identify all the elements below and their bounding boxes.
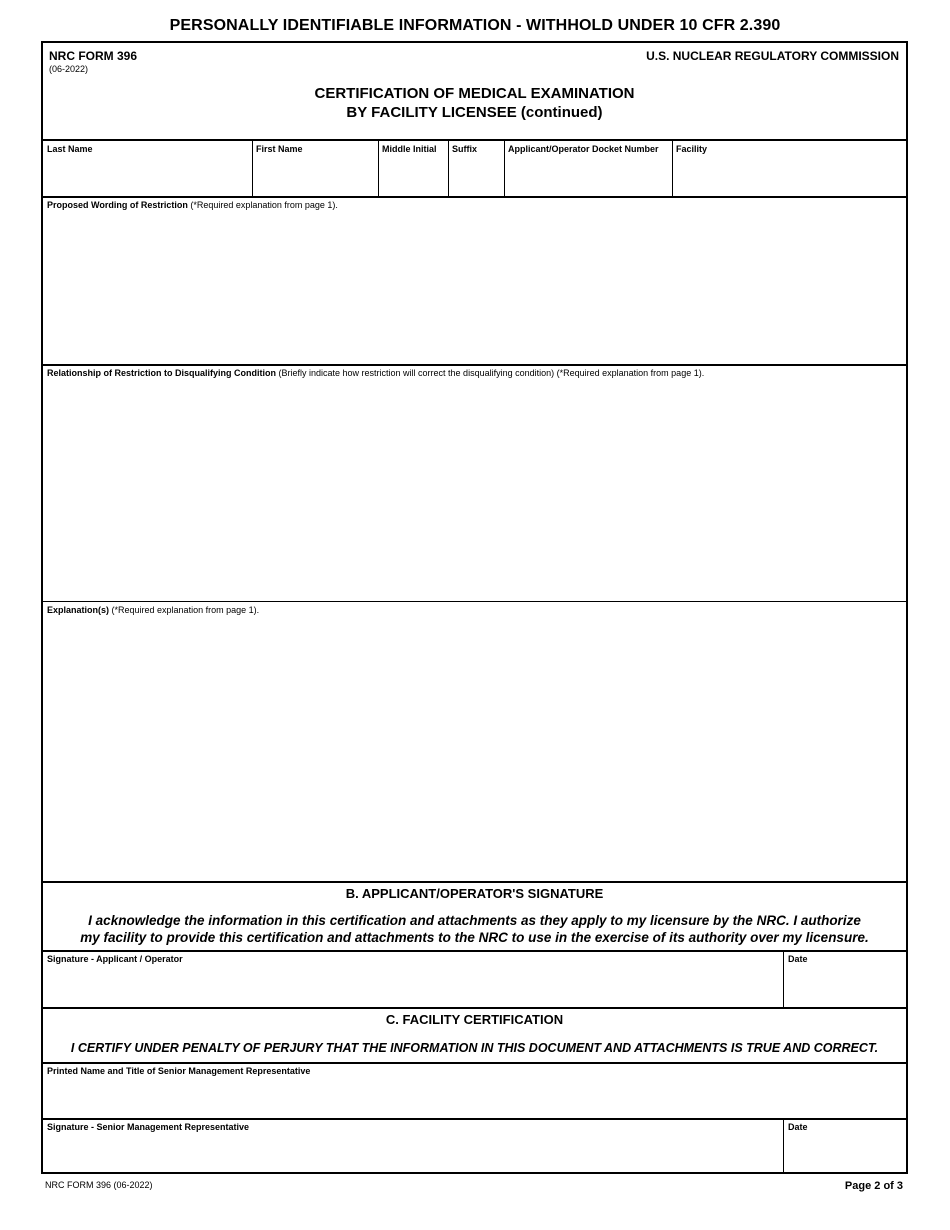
section-b-statement-line-2: my facility to provide this certification and attachments to the NRC to use in the exercise of its authority over my licensure. <box>80 930 869 945</box>
divider <box>43 881 906 883</box>
suffix-label: Suffix <box>452 144 478 154</box>
section-b-statement-line-1: I acknowledge the information in this certification and attachments as they apply to my licensure by the NRC. I authorize <box>88 913 861 928</box>
applicant-signature-field[interactable] <box>44 965 782 1006</box>
divider <box>43 950 906 952</box>
form-title <box>43 84 906 122</box>
divider <box>43 364 906 366</box>
last-name-field[interactable] <box>44 141 251 195</box>
restriction-wording-field[interactable] <box>44 213 906 363</box>
section-c-heading: C. FACILITY CERTIFICATION <box>385 1012 564 1027</box>
middle-initial-field[interactable] <box>380 141 447 195</box>
applicant-date-label: Date <box>788 954 808 964</box>
explanation-label <box>47 605 259 615</box>
representative-signature-field[interactable] <box>44 1133 782 1173</box>
first-name-field[interactable] <box>254 141 377 195</box>
restriction-label-bold: Proposed Wording of Restriction <box>47 200 188 210</box>
relationship-label <box>47 368 704 378</box>
facility-label: Facility <box>676 144 708 154</box>
divider <box>43 601 906 602</box>
first-name-label: First Name <box>256 144 303 154</box>
section-c-statement: I CERTIFY UNDER PENALTY OF PERJURY THAT THE INFORMATION IN THIS DOCUMENT AND ATTACHMENTS IS TRUE AND CORRECT. <box>70 1041 879 1055</box>
divider <box>43 1062 906 1064</box>
divider <box>43 1007 906 1009</box>
page-number: Page 2 of 3 <box>844 1180 903 1192</box>
explanation-field[interactable] <box>44 618 906 880</box>
restriction-label <box>47 200 338 210</box>
divider <box>783 1119 784 1174</box>
representative-signature-label: Signature - Senior Management Representative <box>47 1122 250 1132</box>
applicant-signature-label: Signature - Applicant / Operator <box>47 954 183 964</box>
pii-banner: PERSONALLY IDENTIFIABLE INFORMATION - WITHHOLD UNDER 10 CFR 2.390 <box>169 17 781 34</box>
relationship-note: (Briefly indicate how restriction will correct the disqualifying condition) (*Required explanation from page 1). <box>276 368 705 378</box>
section-b-heading: B. APPLICANT/OPERATOR'S SIGNATURE <box>345 886 604 901</box>
divider <box>378 140 379 196</box>
form-title-line-2: BY FACILITY LICENSEE (continued) <box>346 104 603 121</box>
divider <box>672 140 673 196</box>
relationship-label-bold: Relationship of Restriction to Disqualifying Condition <box>47 368 276 378</box>
suffix-field[interactable] <box>450 141 503 195</box>
representative-date-field[interactable] <box>785 1133 906 1173</box>
last-name-label: Last Name <box>47 144 93 154</box>
facility-field[interactable] <box>674 141 906 195</box>
printed-name-field[interactable] <box>44 1077 906 1117</box>
form-title-line-1: CERTIFICATION OF MEDICAL EXAMINATION <box>314 85 635 102</box>
divider <box>43 196 906 198</box>
relationship-field[interactable] <box>44 381 906 600</box>
applicant-date-field[interactable] <box>785 965 906 1006</box>
section-b-statement <box>43 912 906 946</box>
middle-initial-label: Middle Initial <box>382 144 437 154</box>
representative-date-label: Date <box>788 1122 808 1132</box>
divider <box>504 140 505 196</box>
printed-name-label: Printed Name and Title of Senior Management Representative <box>47 1066 311 1076</box>
docket-number-label: Applicant/Operator Docket Number <box>508 144 659 154</box>
footer-form-ref: NRC FORM 396 (06-2022) <box>45 1180 153 1190</box>
form-id: NRC FORM 396 <box>49 49 138 63</box>
restriction-note: (*Required explanation from page 1). <box>187 200 338 210</box>
divider <box>448 140 449 196</box>
divider <box>252 140 253 196</box>
agency-name: U.S. NUCLEAR REGULATORY COMMISSION <box>646 49 899 63</box>
divider <box>783 951 784 1007</box>
form-page <box>41 41 908 1174</box>
explanation-note: (*Required explanation from page 1). <box>109 605 260 615</box>
divider <box>43 1118 906 1120</box>
docket-number-field[interactable] <box>506 141 671 195</box>
form-revision-date: (06-2022) <box>49 64 89 74</box>
explanation-label-bold: Explanation(s) <box>47 605 110 615</box>
